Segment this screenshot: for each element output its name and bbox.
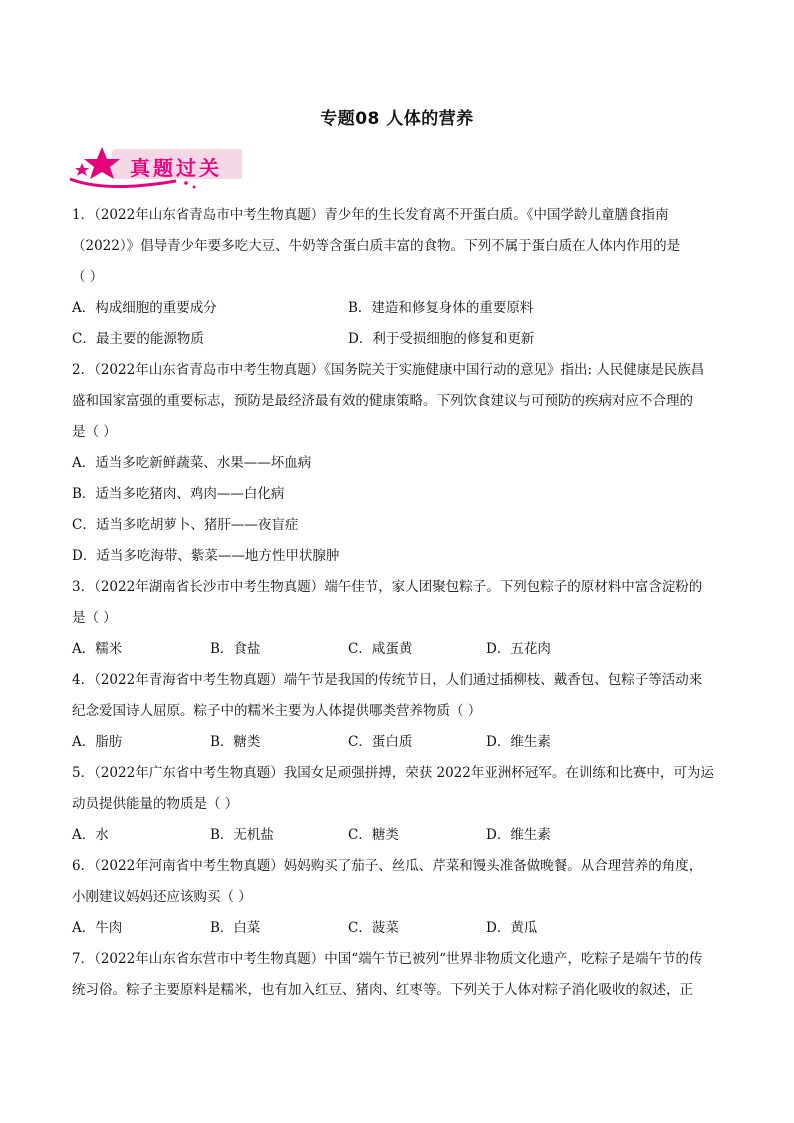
answer-option: C．咸蛋黄 (348, 641, 413, 657)
answer-option: A．构成细胞的重要成分 (72, 300, 217, 316)
question-stem-line: 5．（2022年广东省中考生物真题）我国女足顽强拼搏，荣获 2022年亚洲杯冠军。在训练和比赛中，可为运 (72, 765, 714, 781)
answer-option: A．水 (72, 827, 109, 843)
answer-option: B．建造和修复身体的重要原料 (348, 300, 534, 316)
question-1 (72, 200, 722, 355)
question-7 (72, 944, 722, 1006)
question-stem-line: 是（ ） (72, 610, 117, 626)
option-row (72, 541, 722, 572)
question-list (72, 200, 722, 1006)
answer-option: B．白菜 (210, 920, 261, 936)
option-row (72, 727, 722, 758)
answer-option: A．糯米 (72, 641, 123, 657)
question-stem-line: 小刚建议妈妈还应该购买（ ） (72, 889, 252, 905)
badge-label: 真题过关 (130, 156, 222, 180)
answer-option: A．脂肪 (72, 734, 123, 750)
question-3 (72, 572, 722, 665)
option-row (72, 293, 722, 324)
page-title: 专题08 人体的营养 (320, 109, 474, 129)
answer-option: C．菠菜 (348, 920, 399, 936)
option-row (72, 510, 722, 541)
question-stem-line: 动员提供能量的物质是（ ） (72, 796, 239, 812)
answer-option: C．适当多吃胡萝卜、猪肝——夜盲症 (72, 517, 299, 533)
question-stem-line: 是（ ） (72, 424, 117, 440)
question-5 (72, 758, 722, 851)
answer-option: B．适当多吃猪肉、鸡肉——白化病 (72, 486, 285, 502)
answer-option: A．牛肉 (72, 920, 123, 936)
option-row (72, 820, 722, 851)
option-row (72, 448, 722, 479)
option-row (72, 324, 722, 355)
option-row (72, 634, 722, 665)
question-2 (72, 355, 722, 572)
answer-option: C．蛋白质 (348, 734, 413, 750)
answer-option: D．五花肉 (486, 641, 551, 657)
question-stem-line: 6．（2022年河南省中考生物真题）妈妈购买了茄子、丝瓜、芹菜和馒头准备做晚餐。从合理营养的角度， (72, 858, 703, 874)
answer-option: B．糖类 (210, 734, 261, 750)
option-row (72, 479, 722, 510)
question-stem-line: 盛和国家富强的重要标志，预防是最经济最有效的健康策略。下列饮食建议与可预防的疾病对应不合理的 (72, 393, 693, 409)
answer-option: A．适当多吃新鲜蔬菜、水果——坏血病 (72, 455, 312, 471)
question-stem-line: 3．（2022年湖南省长沙市中考生物真题）端午佳节，家人团聚包粽子。下列包粽子的原材料中富含淀粉的 (72, 579, 703, 595)
question-stem-line: （2022）》倡导青少年要多吃大豆、牛奶等含蛋白质丰富的食物。下列不属于蛋白质在人体内作用的是 (72, 238, 681, 254)
option-row (72, 913, 722, 944)
question-stem-line: 统习俗。粽子主要原料是糯米，也有加入红豆、猪肉、红枣等。下列关于人体对粽子消化吸收的叙述，正 (72, 982, 693, 998)
question-4 (72, 665, 722, 758)
answer-option: B．无机盐 (210, 827, 274, 843)
section-badge (66, 143, 256, 191)
question-stem-line: 1．（2022年山东省青岛市中考生物真题）青少年的生长发育离不开蛋白质。《中国学龄儿童膳食指南 (72, 207, 669, 223)
answer-option: D．维生素 (486, 827, 551, 843)
answer-option: C．糖类 (348, 827, 399, 843)
answer-option: D．黄瓜 (486, 920, 538, 936)
answer-option: B．食盐 (210, 641, 261, 657)
answer-option: D．维生素 (486, 734, 551, 750)
question-stem-line: 4．（2022年青海省中考生物真题）端午节是我国的传统节日，人们通过插柳枝、戴香包、包粽子等活动来 (72, 672, 703, 688)
answer-option: C．最主要的能源物质 (72, 331, 204, 347)
question-stem-line: 7．（2022年山东省东营市中考生物真题）中国“端午节已被列“世界非物质文化遗产，吃粽子是端午节的传 (72, 951, 703, 967)
question-stem-line: （ ） (72, 269, 104, 285)
answer-option: D．适当多吃海带、紫菜——地方性甲状腺肿 (72, 548, 340, 564)
question-stem-line: 纪念爱国诗人屈原。粽子中的糯米主要为人体提供哪类营养物质（ ） (72, 703, 482, 719)
answer-option: D．利于受损细胞的修复和更新 (348, 331, 535, 347)
question-stem-line: 2．（2022年山东省青岛市中考生物真题）《国务院关于实施健康中国行动的意见》指出: 人民健康是民族昌 (72, 362, 705, 378)
question-6 (72, 851, 722, 944)
